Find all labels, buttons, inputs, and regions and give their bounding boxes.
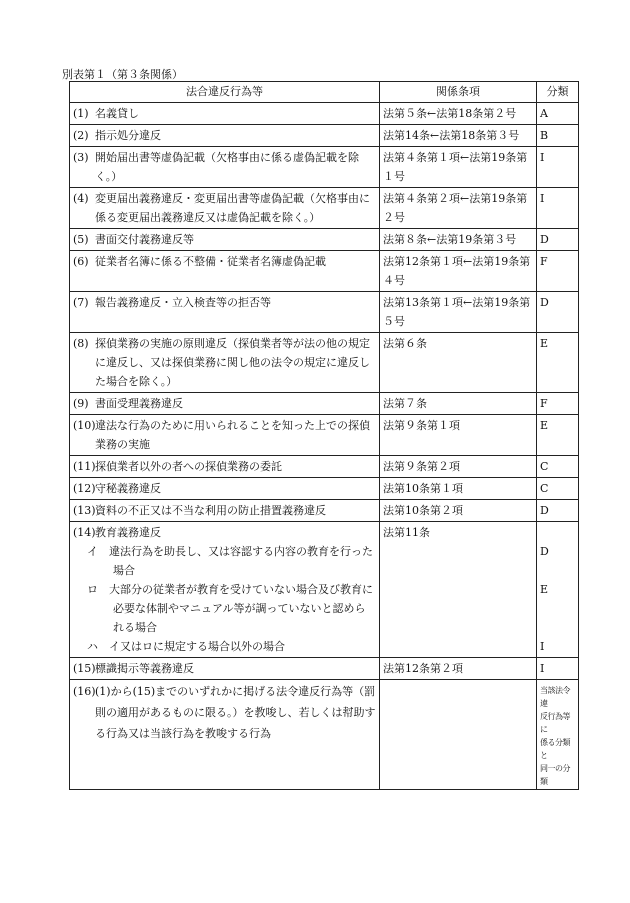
cls-line-1: 当該法令違 — [540, 686, 570, 708]
row-cls: A — [537, 103, 579, 125]
row-cls: E — [537, 333, 579, 393]
row-cls: C — [537, 478, 579, 500]
row-cls: D — [537, 500, 579, 522]
row-law: 法第13条第１項←法第19条第５号 — [380, 292, 537, 333]
table-row — [70, 415, 579, 456]
cls-line-4: 同一の分類 — [540, 764, 570, 786]
row-act: 指示処分違反 — [95, 129, 161, 142]
row-law: 法第９条第２項 — [380, 456, 537, 478]
row-law: 法第４条第２項←法第19条第２号 — [380, 188, 537, 229]
table-row — [70, 188, 579, 229]
row-cls: E — [537, 415, 579, 456]
row-law: 法第10条第２項 — [380, 500, 537, 522]
row-act: 報告義務違反・立入検査等の拒否等 — [95, 296, 271, 309]
row-act: 資料の不正又は不当な利用の防止措置義務違反 — [95, 504, 326, 517]
row-cls: B — [537, 125, 579, 147]
sub-mark-i: イ — [87, 545, 98, 558]
row-cls: F — [537, 393, 579, 415]
sub-cls-ro: E — [540, 583, 549, 596]
row-number: (4) — [73, 192, 89, 205]
row-number: (15) — [73, 662, 96, 675]
row-number: (1) — [73, 107, 89, 120]
row-number: (6) — [73, 255, 89, 268]
sub-cls-i: D — [540, 545, 549, 558]
row-act: (1)から(15)までのいずれかに掲げる法令違反行為等（罰則の適用があるものに限る。）を教唆し、若しくは幇助する行為又は当該行為を教唆する行為 — [95, 685, 376, 740]
sub-cls-ha: I — [540, 640, 545, 653]
cls-line-2: 反行為等に — [540, 712, 570, 734]
cls-line-3: 係る分類と — [540, 738, 570, 760]
row-law: 法第10条第１項 — [380, 478, 537, 500]
row-cls: C — [537, 456, 579, 478]
row-number: (9) — [73, 397, 89, 410]
row-law: 法第４条第１項←法第19条第１号 — [380, 147, 537, 188]
table-row — [70, 251, 579, 292]
row-cls: D — [537, 229, 579, 251]
table-row — [70, 478, 579, 500]
row-law: 法第11条 — [380, 522, 537, 658]
row-number: (11) — [73, 460, 96, 473]
table-caption: 別表第１（第３条関係） — [62, 68, 183, 81]
row-cls: I — [537, 188, 579, 229]
table-row — [70, 147, 579, 188]
row-act: 探偵業務の実施の原則違反（探偵業者等が法の他の規定に違反し、又は探偵業務に関し他の法令の規定に違反した場合を除く。） — [95, 337, 370, 388]
row-law: 法第14条←法第18条第３号 — [380, 125, 537, 147]
row-act: 違法な行為のために用いられることを知った上での探偵業務の実施 — [95, 419, 370, 451]
row-law: 法第７条 — [380, 393, 537, 415]
table-row — [70, 103, 579, 125]
table-row — [70, 292, 579, 333]
row-law: 法第12条第２項 — [380, 658, 537, 680]
row-number: (2) — [73, 129, 89, 142]
row-act: 変更届出義務違反・変更届出書等虚偽記載（欠格事由に係る変更届出義務違反又は虚偽記載を除く。） — [95, 192, 370, 224]
row-law: 法第５条←法第18条第２号 — [380, 103, 537, 125]
table-row — [70, 456, 579, 478]
row-number: (14) — [73, 526, 96, 539]
row-law — [380, 680, 537, 790]
row-act: 従業者名簿に係る不整備・従業者名簿虚偽記載 — [95, 255, 326, 268]
row-act: 名義貸し — [95, 107, 139, 120]
row-number: (3) — [73, 151, 89, 164]
sub-mark-ha: ハ — [87, 640, 98, 653]
row-number: (7) — [73, 296, 89, 309]
table-header-row — [70, 82, 579, 103]
sub-text-ha: イ又はロに規定する場合以外の場合 — [109, 640, 285, 653]
table-row — [70, 333, 579, 393]
row-cls: I — [537, 658, 579, 680]
row-number: (16) — [73, 685, 96, 698]
row-number: (13) — [73, 504, 96, 517]
table-row-education — [70, 522, 579, 658]
row-act: 探偵業者以外の者への探偵業務の委託 — [95, 460, 282, 473]
row-act: 書面受理義務違反 — [95, 397, 183, 410]
row-number: (10) — [73, 419, 96, 432]
row-cls: I — [537, 147, 579, 188]
row-cls: D — [537, 292, 579, 333]
row-act: 書面交付義務違反等 — [95, 233, 194, 246]
header-act: 法合違反行為等 — [70, 82, 380, 103]
row-act: 開始届出書等虚偽記載（欠格事由に係る虚偽記載を除く。） — [95, 151, 359, 183]
row-act: 標識掲示等義務違反 — [95, 662, 194, 675]
row-number: (5) — [73, 233, 89, 246]
violation-table — [69, 81, 579, 790]
table-row-abetting — [70, 680, 579, 790]
sub-mark-ro: ロ — [87, 583, 98, 596]
row-act: 教育義務違反 — [95, 526, 161, 539]
row-law: 法第８条←法第19条第３号 — [380, 229, 537, 251]
row-law: 法第12条第１項←法第19条第４号 — [380, 251, 537, 292]
table-row — [70, 500, 579, 522]
row-number: (12) — [73, 482, 96, 495]
sub-text-ro: 大部分の従業者が教育を受けていない場合及び教育に必要な体制やマニュアル等が調っていないと認められる場合 — [109, 583, 373, 634]
sub-text-i: 違法行為を助長し、又は容認する内容の教育を行った場合 — [109, 545, 373, 577]
header-law: 関係条項 — [380, 82, 537, 103]
table-row — [70, 658, 579, 680]
table-row — [70, 393, 579, 415]
row-law: 法第６条 — [380, 333, 537, 393]
table-row — [70, 125, 579, 147]
row-act: 守秘義務違反 — [95, 482, 161, 495]
table-row — [70, 229, 579, 251]
row-cls: F — [537, 251, 579, 292]
header-cls: 分類 — [537, 82, 579, 103]
row-number: (8) — [73, 337, 89, 350]
row-law: 法第９条第１項 — [380, 415, 537, 456]
